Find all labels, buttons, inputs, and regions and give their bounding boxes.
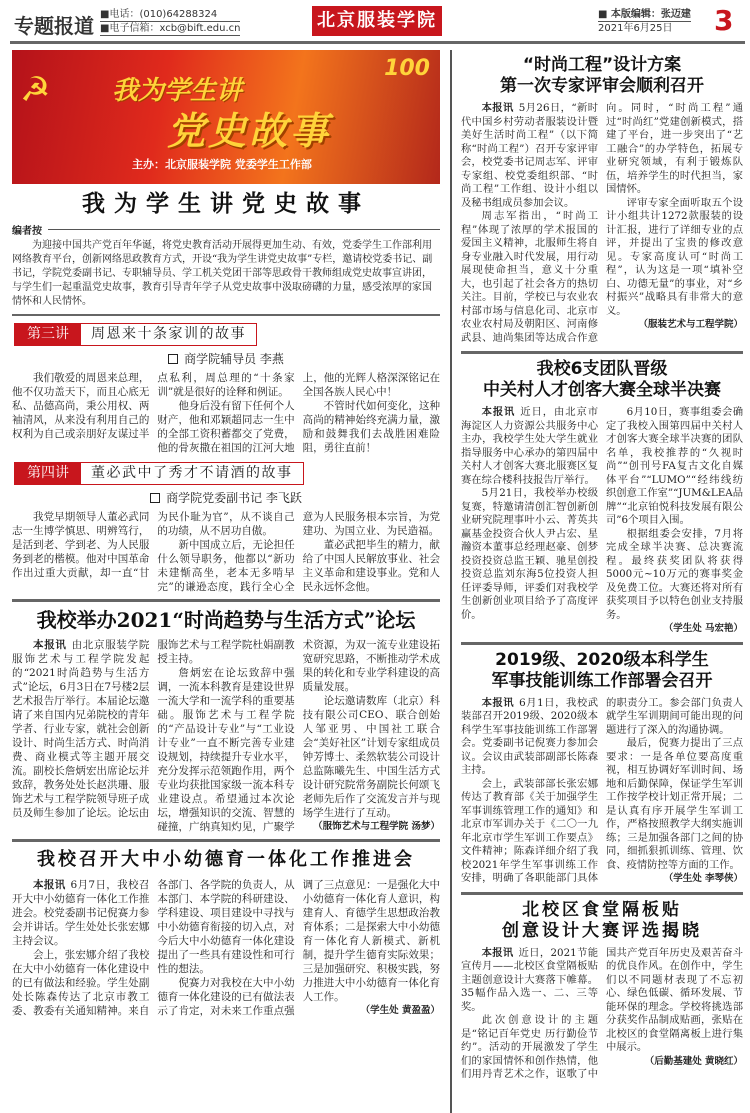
paragraph: 新中国成立后，无论担任什么领导职务，他都以“新功未建惭高坐，老本无多啃早完”的谦逊态度，践行全心全意为人民服务根本宗旨，为党建功、为国立业、为民造福。 [157, 511, 440, 593]
paragraph: 周志军指出，“时尚工程”体现了浓厚的学术报国的爱国主义精神，北服师生将自身专业融入时代发展，用行动展现使命担当，意义十分重大，也引起了社会各方的热切关注。目前，学校已与农业农村部市场与信息化司、北京市农业农村局及朝阳区、河南修武县、迪尚集团等达成合作意向。同时，“时尚工程”通过“时尚红”党建创新模式，搭建了平台，进一步突出了“艺工融合”的办学特色，拓展专业研究领域，有利于锻炼队伍，培养学生的时代担当，家国情怀。 [461, 102, 743, 344]
title-line: 北校区食堂隔板贴 [522, 899, 682, 920]
paragraph: 6月10日，赛事组委会确定了我校入围第四届中关村人才创客大赛全球半决赛的团队名单，我校推荐的“久视时尚”“创刊号FA复古文化自媒体平台”“LUMO”“经纬线纺织创意工作室”“JUM&LEA品牌”“北京铂悦科技发展有限公司”6个项目入围。 [606, 406, 743, 526]
signature: （服装艺术与工程学院） [638, 319, 743, 330]
divider [461, 642, 743, 645]
square-icon [168, 354, 178, 364]
editor-note-header [12, 222, 440, 237]
lead: 本报讯 [481, 102, 514, 114]
lead: 本报讯 [481, 406, 516, 418]
article-title: 我校召开大中小幼德育一体化工作推进会 [37, 849, 415, 870]
signature: （后勤基建处 黄晓红） [644, 1055, 743, 1067]
contact-info [100, 8, 240, 36]
paragraph: 根据组委会安排，7月将完成全球半决赛、总决赛流程。最终获奖团队将获得5000元~10万元的赛事奖金及免费工位。大赛还将对所有获奖项目予以特色创业支持服务。 [606, 527, 743, 621]
square-icon [150, 493, 160, 503]
column-divider [450, 50, 452, 1113]
centenary-logo: 100 [384, 56, 430, 81]
article-title [461, 359, 743, 401]
feature-title: 我为学生讲党史故事 [82, 191, 370, 217]
paragraph-text: 5月26日，“新时代中国乡村劳动者服装设计暨美好生活时尚工程”（以下简称“时尚工程”）召开专家评审会，校党委书记周志军、评审专家组、校党委组织部、“时尚工程”工作组、设计小组以及秘书组成员参加会议。 [461, 102, 598, 209]
divider [12, 839, 440, 842]
byline [12, 351, 440, 367]
lecture-title: 董必武中了秀才不请酒的故事 [91, 465, 293, 481]
paragraph: 我党早期领导人董必武同志一生博学慎思、明辨笃行，是活到老、学到老、为人民服务到老的楷模。他对中国革命作出过重大贡献，却一直“甘为民仆耻为官”，从不谈自己的功绩，从不居功自傲。 [12, 511, 295, 579]
banner-line2: 党史故事 [167, 109, 332, 153]
article-body [461, 697, 743, 886]
title-line: 第一次专家评审会顺利召开 [500, 76, 704, 96]
section-title: 专题报道 [14, 14, 94, 38]
header-rule [10, 41, 745, 44]
editor-note: 为迎接中国共产党百年华诞，将党史教育活动开展得更加生动、有效，党委学生工作部利用网络教育平台，创新网络思政教育方式，开设“我为学生讲党史故事”专栏，邀请校党委书记、副书记，学院党委副书记、专职辅导员、学工机关党团干部等思政骨干教师组成党史故事宣讲团，与学生们一起重温党史故事，教育引导青年学子从党史故事中汲取磅礴的力量，感受浓厚的家国情怀和人民情怀。 [12, 240, 433, 307]
title-line: 军事技能训练工作部署会召开 [491, 670, 713, 691]
paragraph: 董必武把毕生的精力，献给了中国人民解放事业、社会主义革命和建设事业。党和人民永远怀念他。 [302, 539, 440, 593]
paragraph: 他身后没有留下任何个人财产，他和邓颖超同志一生中的全部工资积蓄都交了党费，他的骨灰撒在祖国的江河大地上，他的光辉人格深深铭记在全国各族人民心中！ [157, 372, 440, 454]
paragraph: 此次创意设计的主题是“铭记百年党史 历行勤俭节约”。活动的开展激发了学生们的家国情怀和创作热情，他们用丹青艺术之作，讴歌了中国共产党百年历史及艰苦奋斗的优良作风。在创作中，学生们以不同题材表现了不忘初心、绿色低碳、循环发展、节能环保的理念。学校将挑选部分获奖作品制成贴画，张贴在北校区的食堂隔离板上进行集中展示。 [461, 946, 743, 1080]
signature: （服饰艺术与工程学院 汤梦） [313, 821, 440, 832]
paragraph [461, 102, 598, 210]
banner-image [12, 50, 440, 184]
left-column [12, 50, 440, 1023]
right-column [461, 50, 743, 1088]
divider [12, 314, 440, 316]
article-body [461, 102, 743, 345]
article-body [12, 510, 440, 594]
paragraph-text: 近日，由北京市海淀区人力资源公共服务中心主办，我校学生处大学生就业指导服务中心承办的第四届中关村人才创客大赛北服赛区复赛在综合楼科技报告厅举行。 [461, 406, 598, 486]
title-line: 2019级、2020级本科学生 [495, 649, 709, 670]
article-title [461, 900, 743, 942]
lead: 本报讯 [33, 639, 67, 651]
paragraph: 詹炳宏在论坛致辞中强调，一流本科教育是建设世界一流大学和一流学科的重要基础。服饰艺术与工程学院的“产品设计专业”与“工业设计专业”一直不断完善专业建设规划，持续提升专业水平，充分发挥示范领跑作用，两个专业均获批国家级一流本科专业建设点。希望通过本次论坛，增强知识的交流、智慧的碰撞，广纳真知灼见，广聚学术资源，为双一流专业建设拓宽研究思路，不断推动学术成果的转化和专业学科建设的高质量发展。 [157, 639, 440, 833]
paragraph: 会上，武装部部长张宏娜传达了教育部《关于加强学生军事训练管理工作的通知》和北京市军训办关于《二〇一九年北京市学生军训工作要点》文件精神；陈森详细介绍了我校2021年学生军事训练工作安排，明确了各职能部门具体的职责分工。参会部门负责人就学生军训期间可能出现的问题进行了深入的沟通协调。 [461, 696, 743, 884]
party-emblem-icon: ☭ [20, 70, 51, 110]
divider [48, 229, 440, 230]
paragraph [461, 697, 598, 778]
article-title: 我校举办2021“时尚趋势与生活方式”论坛 [36, 608, 416, 632]
title-line: 我校6支团队晋级 [536, 359, 668, 379]
paragraph: 不管时代如何变化，这种高尚的精神始终充满力量，激励和鼓舞我们去战胜困难险阻，勇往直前！ [302, 400, 440, 454]
title-line: 创意设计大赛评选揭晓 [502, 920, 702, 941]
lead: 本报讯 [33, 879, 66, 891]
paragraph [461, 947, 598, 1015]
article-title [461, 650, 743, 692]
paragraph: 评审专家全面听取五个设计小组共计1272款服装的设计汇报，进行了详细专业的点评，并提出了宝贵的修改意见。专家高度认可“时尚工程”，认为这是一项“填补空白、功德无量”的事业，对“乡村振兴”战略具有非常大的意义。 [606, 196, 743, 317]
page-editor: ■ 本版编辑：张迈建 [598, 9, 691, 20]
signature: （学生处 黄盈盈） [360, 1005, 440, 1016]
article-title [461, 55, 743, 97]
paragraph: 最后，倪赛力提出了三点要求：一是各单位要高度重视，相互协调好军训时间、场地和后勤保障，保证学生军训工作按学校计划正常开展；二是认真有序开展学生军训工作，严格按照教学大纲实施训练；三是加强各部门之间的协同，细抓狠抓训练、管理、饮食、疫情防控等方面的工作。 [606, 737, 743, 871]
byline-text: 商学院辅导员 李燕 [184, 352, 284, 366]
lecture-title: 周恩来十条家训的故事 [91, 326, 246, 342]
paragraph: 5月21日，我校举办校级复赛，特邀请清创汇智创新创业研究院理事叶小云、菁英共赢基金投资合伙人尹占宏、星瀚资本董事总经理赵豪、创梦投资投资总监王颖、驰星创投投资总监刘东海5位投资人担任评委导师，评委们对我校学生创新创业项目给予了高度评价。 [461, 487, 598, 621]
article-body [12, 878, 440, 1018]
lecture-header [14, 323, 257, 346]
page-number: 3 [714, 4, 734, 37]
banner-host: 主办：北京服装学院 党委学生工作部 [132, 158, 312, 171]
signature: （学生处 马宏艳） [663, 623, 743, 634]
divider [461, 351, 743, 354]
paragraph [12, 878, 149, 948]
issue-date: 2021年6月25日 [598, 23, 673, 34]
paragraph [461, 406, 598, 487]
paragraph: 倪赛力对我校在大中小幼德育一体化建设的已有做法表示了肯定，对未来工作重点强调了三点意见：一是强化大中小幼德育一体化育人意识，构建育人、育德学生思想政治教育体系；二是探索大中小幼德育一体化育人新模式、新机制，提升学生德育实际效果；三是加强研究、积极实践，努力推进大中小幼德育一体化育人工作。 [157, 879, 440, 1017]
lecture-number: 第四讲 [15, 463, 81, 484]
banner-line1: 我为学生讲 [112, 76, 243, 106]
paragraph-text: 由北京服装学院服饰艺术与工程学院发起的“2021时尚趋势与生活方式”论坛，6月3日在7号楼2层艺术报告厅举行。本届论坛邀请了来自国内兄弟院校的青年学者、行业专家，就社会创新设计、时尚生活方式、时尚消费、商业模式等主题开展交流。副校长詹炳宏出席论坛并致辞，教务处处长赵洪珊、服饰艺术与工程学院领导班子成员及师生参加了论坛。论坛由服饰艺术与工程学院杜娟副教授主持。 [12, 639, 295, 819]
paragraph-text: 近日，2021节能宣传月——北校区食堂隔板贴主题创意设计大赛落下帷幕。35幅作品入选一、二、三等奖。 [461, 946, 598, 1013]
lead: 本报讯 [481, 696, 515, 709]
paragraph-text: 6月1日，我校武装部召开2019级、2020级本科学生军事技能训练工作部署会。党委副书记倪赛力参加会议。会议由武装部副部长陈森主持。 [461, 696, 598, 776]
byline [12, 490, 440, 506]
article-body [461, 406, 743, 636]
editor-note-label: 编者按 [12, 226, 42, 237]
byline-text: 商学院党委副书记 李飞跃 [166, 491, 302, 505]
signature: （学生处 李琴侠） [663, 873, 743, 884]
divider [12, 599, 440, 602]
lecture-number: 第三讲 [15, 324, 81, 345]
divider [461, 892, 743, 895]
lead: 本报讯 [481, 946, 514, 959]
editor-info [598, 8, 691, 35]
paragraph: 论坛邀请数库（北京）科技有限公司CEO、联合创始人邹亚男、中国社工联合会“美好社区”计划专家组成员钟芳博士、柔然软装公司设计总监陈曦先生、中国生活方式设计研究院常务副院长何颂飞老师先后作了交流发言并与现场学生进行了互动。 [302, 695, 440, 819]
masthead-logo: 北京服装学院 [312, 6, 442, 36]
paragraph: 会上，张宏娜介绍了我校在大中小幼德育一体化建设中的已有做法和经验。学生处副处长陈森传达了北京市教工委、教委有关通知精神。来自各部门、各学院的负责人，从本部门、本学院的科研建设、学科建设、项目建设中寻找与中小幼德育衔接的切入点，对今后大中小幼德育一体化建设提出了一些具有建设性和可行性的想法。 [12, 879, 295, 1017]
article-body [12, 371, 440, 455]
article-body [12, 638, 440, 834]
paragraph: 我们敬爱的周恩来总理，他不仅功盖天下，而且心底无私、品德高尚，秉公用权、两袖清风，从来没有利用自己的权利为自己或亲朋好友谋过半点私利，周总理的“十条家训”就是很好的诠释和例证。 [12, 372, 295, 440]
phone: ■电话：(010)64288324 [100, 8, 240, 22]
title-line: 中关村人才创客大赛全球半决赛 [483, 380, 721, 400]
paragraph-text: 6月7日，我校召开大中小幼德育一体化工作推进会。校党委副书记倪赛力参会并讲话。学生处处长张宏娜主持会议。 [12, 879, 150, 947]
title-line: “时尚工程”设计方案 [522, 55, 682, 75]
lecture-header [14, 462, 304, 485]
article-body [461, 947, 743, 1082]
email: ■电子信箱：xcb@bift.edu.cn [100, 23, 241, 34]
